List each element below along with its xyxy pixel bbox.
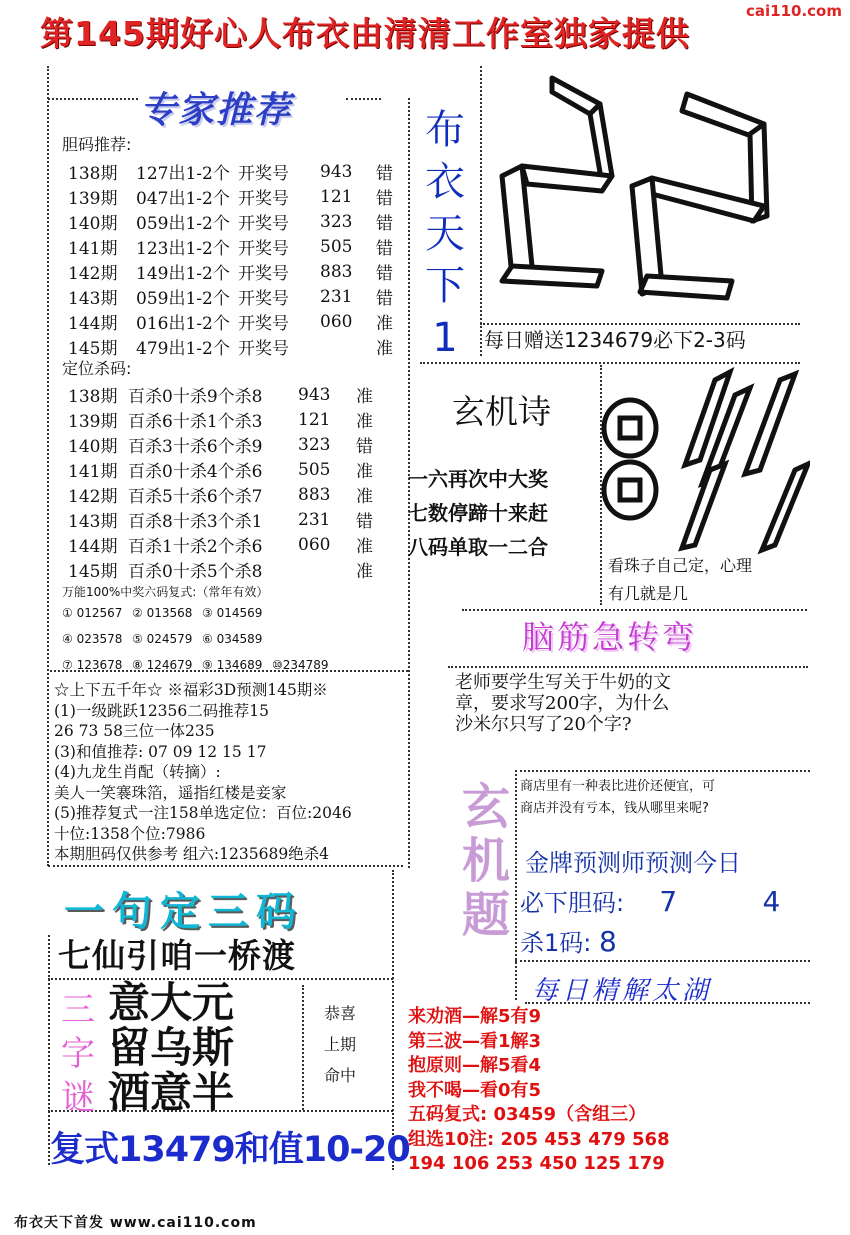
pos-period: 139期 — [68, 412, 118, 432]
table-row — [68, 457, 386, 482]
gold-dan — [520, 883, 780, 918]
dan-label: 开奖号 — [238, 189, 289, 209]
riddle-label-char: 字 — [61, 1034, 95, 1074]
coin-drawing — [600, 360, 810, 560]
taihu-line: 来劝酒—解5有9 — [408, 1006, 542, 1027]
riddle-label-char: 谜 — [61, 1078, 95, 1118]
dan-num: 883 — [320, 261, 353, 282]
pos-pick: 百杀1十杀2个杀6 — [128, 537, 263, 557]
dan-result: 错 — [376, 239, 393, 259]
brain-question-line: 章，要求写200字，为什么 — [455, 693, 670, 714]
poem-title: 玄机诗 — [452, 392, 551, 431]
riddle-label — [56, 988, 100, 1120]
combo-item: ⑨ 134689 — [202, 658, 263, 672]
pos-period: 144期 — [68, 537, 118, 557]
dan-pick: 123出1-2个 — [136, 239, 230, 259]
poem-line: 一六再次中大奖 — [408, 467, 548, 491]
pos-period: 142期 — [68, 487, 118, 507]
congrats-line: 命中 — [324, 1066, 357, 1085]
table-row — [68, 159, 406, 184]
dan-label: 开奖号 — [238, 239, 289, 259]
dan-result: 错 — [376, 214, 393, 234]
big-number-drawing — [482, 66, 802, 324]
dan-period: 143期 — [68, 289, 118, 309]
taihu-title: 每日精解太湖 — [532, 976, 713, 1006]
riddle-words — [108, 980, 234, 1115]
table-row — [68, 184, 406, 209]
dan-period: 142期 — [68, 264, 118, 284]
brain-question — [455, 672, 671, 735]
dan-result: 错 — [376, 264, 393, 284]
dan-period: 145期 — [68, 339, 118, 359]
combo-item: ⑩234789 — [272, 658, 329, 672]
pos-num: 121 — [298, 409, 331, 430]
dan-num: 505 — [320, 236, 353, 257]
pos-result: 准 — [356, 537, 373, 557]
dan-table — [68, 159, 406, 359]
prediction-line: (3)和值推荐: 07 09 12 15 17 — [54, 742, 267, 761]
pos-result: 准 — [356, 562, 373, 582]
pos-result: 准 — [356, 462, 373, 482]
pos-pick: 百杀0十杀5个杀8 — [128, 562, 263, 582]
prediction-block — [54, 680, 352, 865]
combo-item: ⑤ 024579 — [132, 632, 193, 646]
dan-label: 开奖号 — [238, 214, 289, 234]
combo-item: ⑦ 123678 — [62, 658, 123, 672]
pos-num: 883 — [298, 484, 331, 505]
combo-title: 万能100%中奖六码复式:（常年有效） — [62, 585, 269, 599]
dan-label: 开奖号 — [238, 264, 289, 284]
pos-table — [68, 382, 386, 582]
riddle-label-char: 三 — [61, 990, 95, 1030]
prediction-line: ☆上下五千年☆ ※福彩3D预测145期※ — [54, 681, 328, 699]
congrats — [324, 998, 356, 1091]
pos-result: 错 — [356, 512, 373, 532]
dan-period: 139期 — [68, 189, 118, 209]
brain-title: 脑筋急转弯 — [522, 618, 698, 656]
pos-pick: 百杀5十杀6个杀7 — [128, 487, 263, 507]
pos-result: 准 — [356, 412, 373, 432]
combo-item: ⑧ 124679 — [132, 658, 193, 672]
divider — [346, 98, 381, 100]
prediction-line: 26 73 58三位一体235 — [54, 722, 215, 740]
prediction-line: (5)推荐复式一注158单选定位：百位:2046 — [54, 804, 352, 822]
gold-dan-label: 必下胆码: — [520, 889, 625, 917]
taihu-line: 第三波—看1解3 — [408, 1030, 542, 1052]
pos-num: 060 — [298, 534, 331, 555]
table-row — [68, 234, 406, 259]
dan-pick: 059出1-2个 — [136, 289, 230, 309]
dan-period: 140期 — [68, 214, 118, 234]
dan-result: 准 — [376, 314, 393, 334]
pos-pick: 百杀0十杀4个杀6 — [128, 462, 263, 482]
table-row — [68, 284, 406, 309]
pos-pick: 百杀8十杀3个杀1 — [128, 512, 263, 532]
pos-period: 145期 — [68, 562, 118, 582]
table-row — [68, 407, 386, 432]
pos-label: 定位杀码: — [62, 359, 132, 378]
table-row — [68, 557, 386, 582]
prediction-line: (1)一级跳跃12356二码推荐15 — [54, 701, 269, 720]
gold-title: 金牌预测师预测今日 — [525, 849, 741, 877]
poem-note — [608, 552, 752, 608]
buyi-char: 布 — [425, 107, 465, 153]
buyi-vertical — [420, 104, 470, 364]
pos-period: 140期 — [68, 437, 118, 457]
taihu-line: 抱原则—解5看4 — [408, 1055, 542, 1076]
combo-item: ② 013568 — [132, 606, 193, 620]
taihu-line: 组选10注: 205 453 479 568 — [408, 1128, 670, 1150]
prediction-line: 十位:1358个位:7986 — [54, 824, 206, 843]
xuanji-label — [456, 780, 516, 942]
xuanji-question — [520, 776, 715, 820]
riddle-word: 留乌斯 — [108, 1023, 235, 1072]
three-code-phrase: 七仙引咱一桥渡 — [58, 936, 296, 975]
xuanji-question-line: 商店并没有亏本，钱从哪里来呢? — [520, 801, 709, 816]
dan-pick: 127出1-2个 — [136, 164, 230, 184]
prediction-line: 本期胆码仅供参考 组六:1235689绝杀4 — [54, 845, 330, 863]
expert-title: 专家推荐 — [140, 90, 293, 131]
dan-pick: 479出1-2个 — [136, 339, 230, 359]
dan-num: 121 — [320, 186, 353, 207]
gold-sha — [520, 923, 617, 958]
pos-period: 138期 — [68, 387, 118, 407]
divider — [448, 666, 808, 668]
pos-num — [298, 557, 356, 582]
divider — [515, 960, 810, 962]
riddle-word: 酒意半 — [108, 1068, 235, 1117]
dan-num: 231 — [320, 286, 353, 307]
taihu-line: 194 106 253 450 125 179 — [408, 1153, 665, 1174]
buyi-char: 下 — [425, 263, 465, 309]
xuanji-question-line: 商店里有一种表比进价还便宜，可 — [520, 779, 716, 794]
table-row — [68, 209, 406, 234]
dan-label: 开奖号 — [238, 339, 289, 359]
table-row — [68, 259, 406, 284]
dan-pick: 016出1-2个 — [136, 314, 230, 334]
table-row — [68, 532, 386, 557]
dan-num — [320, 334, 376, 359]
dan-label: 胆码推荐: — [62, 135, 132, 154]
table-row — [68, 482, 386, 507]
dan-pick: 047出1-2个 — [136, 189, 230, 209]
combo-item: ① 012567 — [62, 606, 123, 620]
divider — [515, 770, 810, 772]
dan-num: 323 — [320, 211, 353, 232]
divider — [302, 985, 304, 1110]
daily-gift: 每日赠送1234679必下2-3码 — [484, 328, 746, 352]
taihu-lines — [408, 1005, 670, 1177]
xuanji-label-char: 机 — [461, 833, 510, 889]
poem-line: 七数停蹄十来赶 — [408, 501, 548, 525]
gold-dan-b: 4 — [762, 885, 781, 918]
dan-num: 060 — [320, 311, 353, 332]
xuanji-label-char: 题 — [461, 887, 510, 943]
site-link[interactable]: cai110.com — [746, 2, 842, 20]
pos-pick: 百杀0十杀9个杀8 — [128, 387, 263, 407]
pos-num: 231 — [298, 509, 331, 530]
poem-line: 八码单取一二合 — [408, 535, 548, 559]
pos-period: 141期 — [68, 462, 118, 482]
riddle-word: 意大元 — [108, 978, 235, 1027]
dan-period: 138期 — [68, 164, 118, 184]
combo-list — [62, 606, 352, 684]
pos-num: 505 — [298, 459, 331, 480]
divider — [47, 66, 49, 866]
buyi-char: 天 — [425, 211, 465, 257]
prediction-line: (4)九龙生肖配（转摘）: — [54, 763, 221, 781]
pos-pick: 百杀3十杀6个杀9 — [128, 437, 263, 457]
divider — [48, 98, 138, 100]
dan-pick: 059出1-2个 — [136, 214, 230, 234]
page-title: 第145期好心人布衣由清清工作室独家提供 — [40, 14, 690, 53]
combo-row — [62, 632, 352, 658]
header — [0, 0, 850, 60]
xuanji-label-char: 玄 — [461, 779, 510, 835]
taihu-line: 五码复式: 03459（含组三） — [408, 1104, 647, 1125]
dan-label: 开奖号 — [238, 314, 289, 334]
brain-question-line: 沙米尔只写了20个字? — [455, 714, 632, 735]
table-row — [68, 382, 386, 407]
table-row — [68, 309, 406, 334]
poem-lines — [408, 462, 548, 564]
divider — [462, 609, 807, 611]
pos-num: 323 — [298, 434, 331, 455]
buyi-char: 衣 — [425, 159, 465, 205]
brain-question-line: 老师要学生写关于牛奶的文 — [455, 672, 671, 693]
dan-pick: 149出1-2个 — [136, 264, 230, 284]
gold-sha-value: 8 — [599, 925, 617, 958]
pos-result: 准 — [356, 487, 373, 507]
pos-num: 943 — [298, 384, 331, 405]
table-row — [68, 507, 386, 532]
gold-sha-label: 杀1码: — [520, 929, 592, 957]
poem-note-line: 看珠子自己定，心理 — [608, 556, 753, 575]
buyi-char: 1 — [432, 315, 458, 361]
combo-row — [62, 606, 352, 632]
pos-result: 准 — [356, 387, 373, 407]
taihu-line: 我不喝—看0有5 — [408, 1079, 542, 1101]
congrats-line: 上期 — [324, 1035, 357, 1054]
pos-period: 143期 — [68, 512, 118, 532]
footer: 布衣天下首发 www.cai110.com — [14, 1215, 257, 1231]
dan-result: 错 — [376, 189, 393, 209]
dan-period: 141期 — [68, 239, 118, 259]
dan-result: 错 — [376, 164, 393, 184]
dan-period: 144期 — [68, 314, 118, 334]
gold-dan-a: 7 — [659, 885, 678, 918]
combo-item: ④ 023578 — [62, 632, 123, 646]
dan-result: 错 — [376, 289, 393, 309]
fushi: 复式13479和值10-20 — [50, 1130, 410, 1170]
prediction-line: 美人一笑褰珠箔，遥指红楼是妾家 — [54, 783, 287, 802]
dan-label: 开奖号 — [238, 164, 289, 184]
poem-note-line: 有几就是几 — [608, 584, 689, 603]
pos-pick: 百杀6十杀1个杀3 — [128, 412, 263, 432]
congrats-line: 恭喜 — [324, 1004, 357, 1023]
dan-num: 943 — [320, 161, 353, 182]
dan-label: 开奖号 — [238, 289, 289, 309]
three-code-title: 一句定三码 — [64, 889, 304, 935]
dan-result: 准 — [376, 339, 393, 359]
table-row — [68, 432, 386, 457]
combo-item: ③ 014569 — [202, 606, 263, 620]
divider — [48, 865, 403, 867]
combo-item: ⑥ 034589 — [202, 632, 263, 646]
pos-result: 错 — [356, 437, 373, 457]
